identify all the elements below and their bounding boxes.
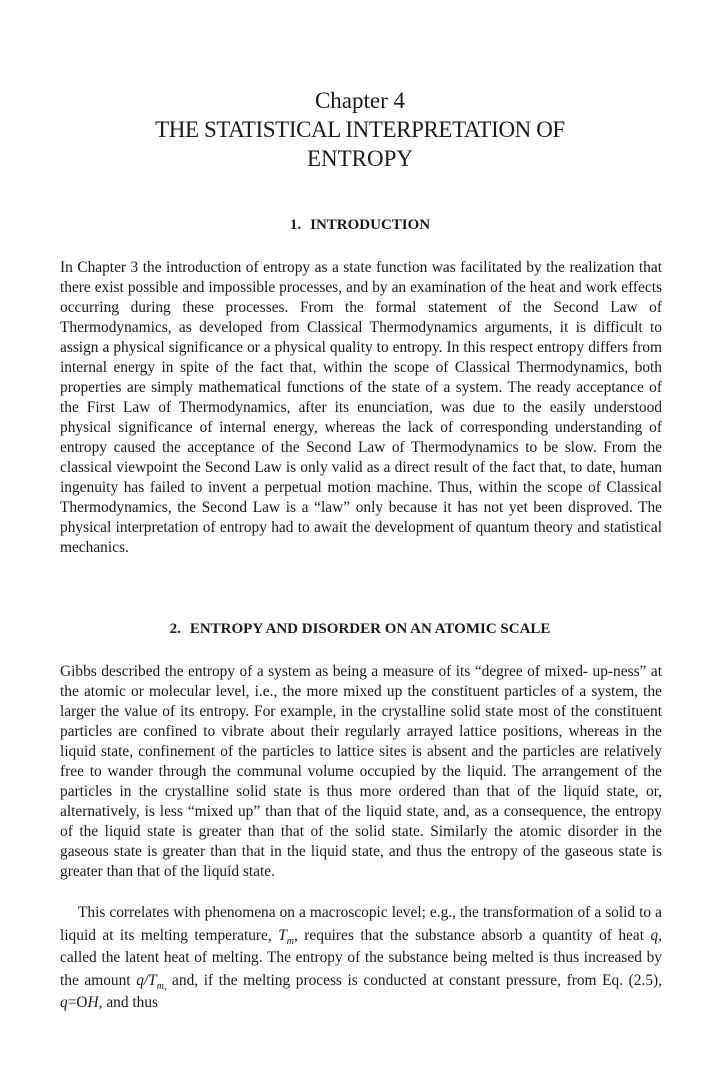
chapter-heading <box>60 86 660 173</box>
chapter-title-line1: THE STATISTICAL INTERPRETATION OF <box>155 117 565 142</box>
text-run: This correlates with phenomena on a macroscopic level; e.g., the transformation of a solid to a liquid at its melting temperature, <box>60 904 662 944</box>
text-run: and thus <box>102 994 159 1011</box>
macroscopic-paragraph <box>60 902 662 1015</box>
chapter-label: Chapter 4 <box>314 88 406 113</box>
melting-temperature-subscript: m <box>286 935 294 947</box>
equation-equals: =O <box>67 994 88 1011</box>
section-title: INTRODUCTION <box>310 217 431 233</box>
introduction-paragraph: In Chapter 3 the introduction of entropy as a state function was facilitated by the realization that there exist possible and impossible processes, and by an examination of the heat and work effects occurring during these processes. From the formal statement of the Second Law of Thermodynamics, as developed from Classical Thermodynamics arguments, it is difficult to assign a physical significance or a physical quality to entropy. In this respect entropy differs from internal energy in spite of the fact that, within the scope of Classical Thermodynamics, both properties are simply mathematical functions of the state of a system. The ready acceptance of the First Law of Thermodynamics, after its enunciation, was due to the easily understood physical significance of internal energy, whereas the lack of corresponding understanding of entropy caused the acceptance of the Second Law of Thermodynamics to be slow. From the classical viewpoint the Second Law is only valid as a direct result of the fact that, to date, human ingenuity has failed to invent a perpetual motion machine. Thus, within the scope of Classical Thermodynamics, the Second Law is a “law” only because it has not yet been disproved. The physical interpretation of entropy had to await the development of quantum theory and statistical mechanics. <box>60 259 662 556</box>
chapter-title-line2: ENTROPY <box>306 146 414 171</box>
text-run: called the latent heat of melting. The entropy of the substance being melted is thus increased by the amount <box>60 949 662 989</box>
section-number: 1. <box>289 217 302 233</box>
section-title: ENTROPY AND DISORDER ON AN ATOMIC SCALE <box>189 621 551 637</box>
text-run: , requires that the substance absorb a quantity of heat <box>294 926 651 944</box>
section-heading-entropy-disorder <box>60 621 660 638</box>
heat-symbol: q, <box>650 926 662 944</box>
equation-heat-symbol: q <box>60 994 68 1011</box>
gibbs-paragraph: Gibbs described the entropy of a system as being a measure of its “degree of mixed- up-ness” at the atomic or molecular level, i.e., the more mixed up the constituent particles of a system, the larger the value of its entropy. For example, in the crystalline solid state most of the constituent particles are confined to vibrate about their regularly arrayed lattice positions, whereas in the liquid state, confinement of the particles to lattice sites is absent and the particles are relatively free to wander through the communal volume occupied by the liquid. The arrangement of the particles in the crystalline solid state is thus more ordered than that of the liquid state, or, alternatively, is less “mixed up” than that of the liquid state, and, as a consequence, the entropy of the liquid state is greater than that of the solid state. Similarly the atomic disorder in the gaseous state is greater than that in the liquid state, and thus the entropy of the gaseous state is greater than that of the liquid state. <box>60 663 662 880</box>
section-number: 2. <box>169 621 181 637</box>
section-heading-introduction <box>60 217 660 234</box>
text-run: and, if the melting process is conducted at constant pressure, from Eq. (2.5), <box>166 971 662 989</box>
entropy-ratio-subscript: m, <box>156 980 167 992</box>
equation-enthalpy-symbol: H, <box>87 994 103 1011</box>
melting-temperature-symbol: T <box>278 926 287 944</box>
entropy-ratio: q/T <box>136 971 157 989</box>
